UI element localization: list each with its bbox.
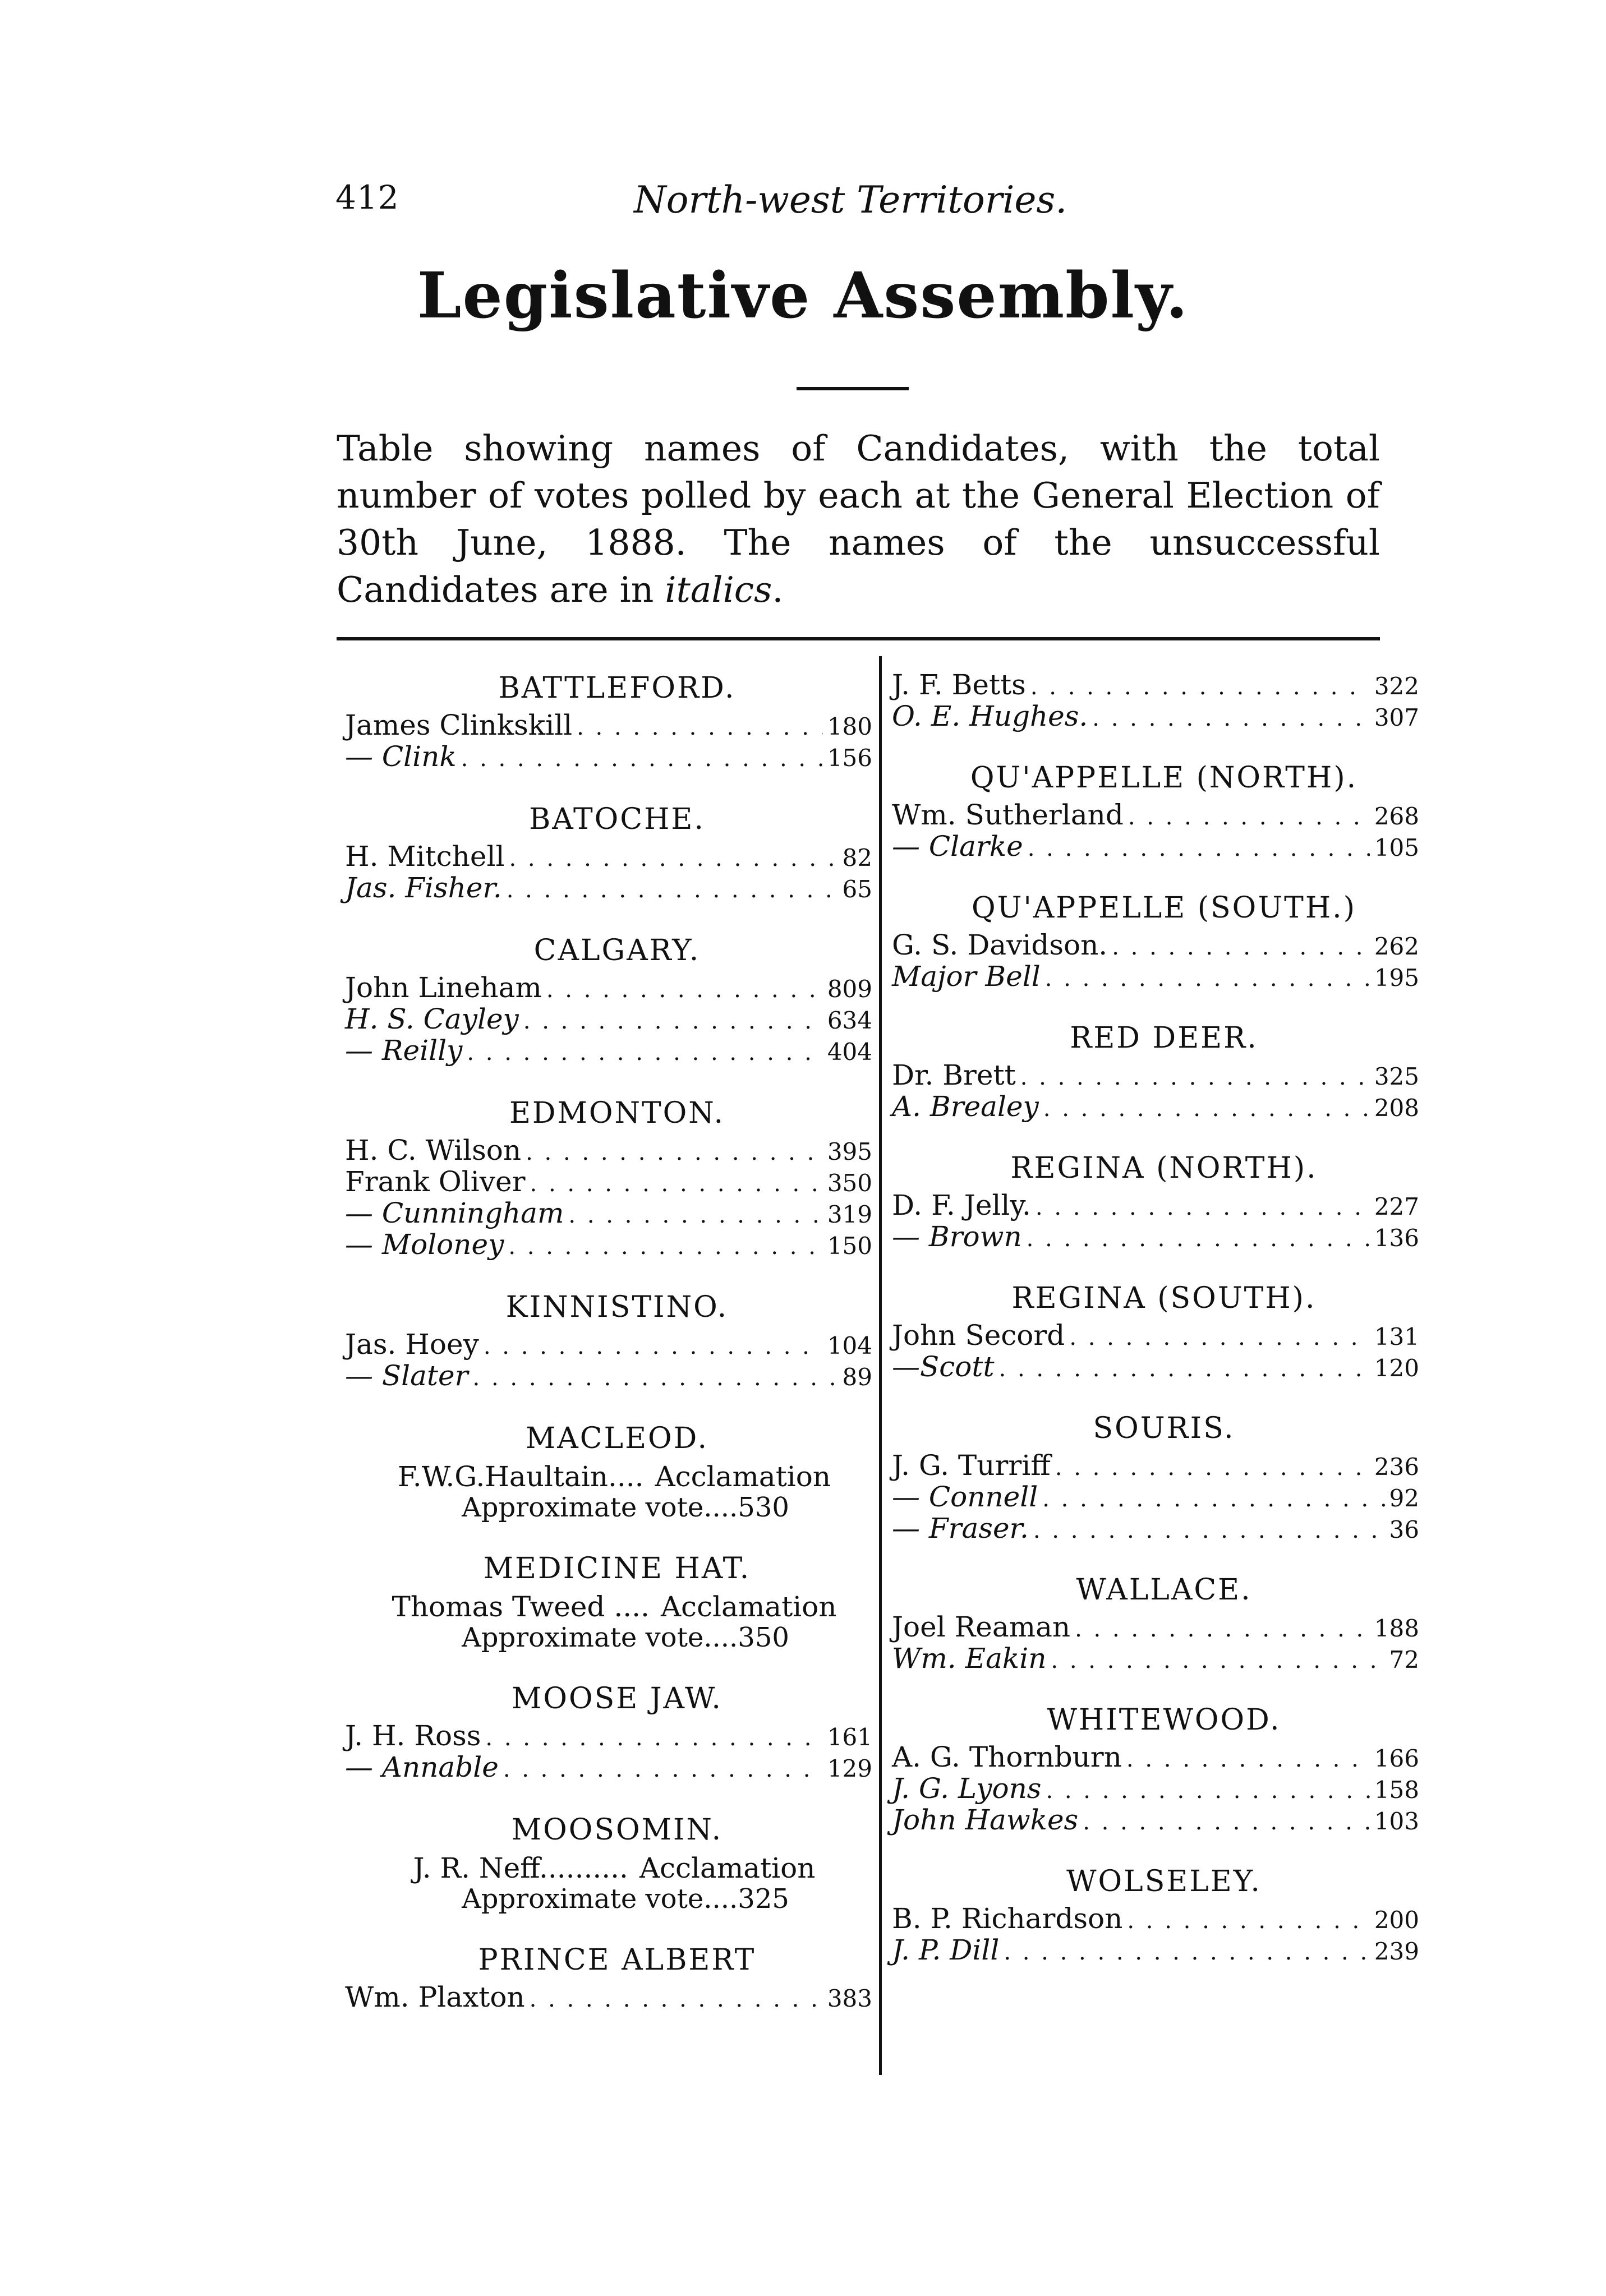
district-block: [892, 1572, 1419, 1675]
candidate-name: J. F. Betts: [892, 668, 1026, 701]
leader-dots: [999, 1354, 1370, 1384]
leader-dots: [485, 1723, 822, 1753]
candidate-row: [345, 1983, 872, 2014]
vote-count: 92: [1389, 1484, 1419, 1512]
leader-dots: [1028, 834, 1370, 863]
candidate-name: H. C. Wilson: [345, 1134, 522, 1167]
leader-dots: [1045, 964, 1370, 993]
leader-dots: [1083, 1808, 1370, 1837]
running-head: North-west Territories.: [634, 178, 1067, 222]
leader-dots: [526, 1138, 823, 1167]
candidate-name: A. G. Thornburn: [892, 1741, 1122, 1773]
district-name: SOURIS.: [1093, 1412, 1235, 1445]
district-block: [345, 1095, 872, 1261]
district-name: QU'APPELLE (SOUTH.): [971, 891, 1356, 925]
candidate-name: Wm. Plaxton: [345, 1981, 525, 2013]
leader-dots: [507, 875, 838, 905]
candidate-row: [345, 873, 872, 905]
candidate-row: [892, 1742, 1419, 1774]
candidate-name: Thomas Tweed ....: [392, 1590, 650, 1623]
approximate-vote: Approximate vote....350: [462, 1622, 789, 1653]
leader-dots: [508, 1232, 823, 1261]
candidate-name: James Clinkskill: [345, 709, 573, 741]
district-name: PRINCE ALBERT: [478, 1943, 756, 1977]
candidate-row: [345, 1721, 872, 1753]
candidate-name: F.W.G.Haultain....: [397, 1460, 644, 1493]
district-name: WALLACE.: [1076, 1573, 1252, 1607]
leader-dots: [1075, 1615, 1370, 1644]
district-block: [345, 1551, 872, 1653]
candidate-name: Jas. Fisher.: [345, 872, 502, 904]
district-name: KINNISTINO.: [505, 1290, 729, 1324]
leader-dots: [1036, 1193, 1370, 1222]
district-name: RED DEER.: [1070, 1021, 1258, 1055]
district-block: [345, 1421, 872, 1523]
candidate-name: Major Bell: [892, 960, 1041, 993]
table-top-rule: [337, 637, 1380, 640]
candidate-row: [892, 1904, 1419, 1935]
vote-count: 350: [827, 1169, 872, 1197]
district-block: [892, 1280, 1419, 1384]
leader-dots: [530, 1985, 823, 2014]
acclamation-label: Acclamation: [655, 1460, 831, 1493]
section-title: Legislative Assembly.: [417, 259, 1189, 333]
district-name: MOOSOMIN.: [511, 1813, 723, 1847]
candidate-name: — Moloney: [345, 1228, 504, 1261]
acclamation-label: Acclamation: [639, 1852, 816, 1884]
candidate-name: A. Brealey: [892, 1090, 1039, 1123]
district-block: [892, 1150, 1419, 1253]
district-block: [345, 801, 872, 905]
leader-dots: [530, 1169, 823, 1198]
district-name: BATTLEFORD.: [498, 671, 736, 705]
vote-count: 161: [827, 1723, 872, 1751]
vote-count: 103: [1374, 1808, 1419, 1835]
district-name: BATOCHE.: [529, 803, 705, 836]
district-name: REGINA (SOUTH).: [1011, 1281, 1317, 1315]
vote-count: 208: [1374, 1094, 1419, 1122]
vote-count: 634: [827, 1007, 872, 1034]
candidate-name: — Annable: [345, 1751, 499, 1783]
district-name: QU'APPELLE (NORTH).: [970, 761, 1358, 795]
candidate-name: — Reilly: [345, 1034, 463, 1067]
candidate-row: [892, 670, 1419, 702]
district-block: [892, 1410, 1419, 1545]
leader-dots: [523, 1007, 823, 1036]
acclamation-label: Acclamation: [660, 1590, 837, 1623]
vote-count: 72: [1389, 1646, 1419, 1673]
vote-count: 166: [1374, 1745, 1419, 1772]
vote-count: 404: [827, 1038, 872, 1066]
leader-dots: [1112, 933, 1370, 962]
intro-italic-word: italics: [665, 569, 772, 610]
column-divider: [879, 656, 882, 2075]
district-block: [892, 1702, 1419, 1837]
candidate-row: [892, 1805, 1419, 1837]
leader-dots: [467, 1038, 822, 1067]
leader-dots: [473, 1363, 838, 1393]
candidate-name: D. F. Jelly.: [892, 1189, 1031, 1221]
candidate-row: [892, 702, 1419, 733]
vote-count: 236: [1374, 1453, 1419, 1481]
candidate-name: — Connell: [892, 1481, 1038, 1513]
candidate-name: — Brown: [892, 1220, 1022, 1253]
district-block: [345, 1289, 872, 1393]
district-name: MACLEOD.: [525, 1422, 709, 1455]
candidate-row: [345, 1361, 872, 1393]
candidate-name: — Fraser.: [892, 1512, 1029, 1545]
candidate-row: [892, 1061, 1419, 1092]
acclamation-entry: [345, 1591, 872, 1653]
candidate-row: [892, 1514, 1419, 1545]
candidate-row: [345, 1004, 872, 1036]
candidate-name: J. P. Dill: [892, 1934, 1000, 1966]
candidate-row: [892, 1352, 1419, 1384]
leader-dots: [1092, 704, 1370, 733]
leader-dots: [1127, 1906, 1369, 1935]
district-block: [345, 670, 872, 773]
district-block: [345, 1681, 872, 1784]
leader-dots: [1051, 1646, 1384, 1675]
candidate-name: J. G. Lyons: [892, 1772, 1042, 1805]
candidate-name: H. S. Cayley: [345, 1003, 519, 1035]
candidate-name: Joel Reaman: [892, 1611, 1071, 1643]
leader-dots: [503, 1755, 823, 1784]
intro-end: .: [772, 569, 784, 610]
candidate-row: [892, 1482, 1419, 1514]
candidate-name: Jas. Hoey: [345, 1328, 479, 1361]
vote-count: 319: [827, 1201, 872, 1228]
district-name: CALGARY.: [533, 934, 701, 967]
vote-count: 262: [1374, 933, 1419, 960]
candidate-row: [892, 1774, 1419, 1805]
vote-count: 239: [1374, 1938, 1419, 1965]
vote-count: 105: [1374, 834, 1419, 861]
district-name: WOLSELEY.: [1066, 1865, 1262, 1898]
leader-dots: [546, 975, 823, 1004]
vote-count: 809: [827, 975, 872, 1003]
district-name: MEDICINE HAT.: [483, 1552, 751, 1585]
leader-dots: [509, 844, 837, 873]
candidate-row: [345, 1036, 872, 1067]
page-number: 412: [335, 178, 399, 216]
leader-dots: [1128, 803, 1370, 832]
district-name: EDMONTON.: [509, 1096, 725, 1130]
candidate-row: [345, 1230, 872, 1261]
acclamation-entry: [345, 1461, 872, 1523]
acclamation-line: [356, 1852, 872, 1884]
leader-dots: [568, 1201, 822, 1230]
candidate-row: [892, 962, 1419, 993]
leader-dots: [1020, 1063, 1370, 1092]
leader-dots: [1069, 1323, 1370, 1352]
intro-paragraph: [337, 425, 1380, 614]
leader-dots: [484, 1332, 823, 1361]
candidate-name: Frank Oliver: [345, 1165, 526, 1198]
candidate-row: [892, 832, 1419, 863]
vote-count: 180: [827, 713, 872, 740]
vote-count: 200: [1374, 1906, 1419, 1934]
candidate-name: Dr. Brett: [892, 1059, 1016, 1091]
vote-count: 131: [1374, 1323, 1419, 1350]
district-name: REGINA (NORTH).: [1010, 1151, 1318, 1185]
candidate-row: [345, 973, 872, 1004]
vote-count: 227: [1374, 1193, 1419, 1220]
leader-dots: [1033, 1516, 1385, 1545]
candidate-row: [345, 1136, 872, 1167]
leader-dots: [1030, 672, 1370, 702]
leader-dots: [1055, 1453, 1370, 1482]
vote-count: 36: [1389, 1516, 1419, 1543]
vote-count: 195: [1374, 964, 1419, 992]
candidate-name: B. P. Richardson: [892, 1902, 1123, 1935]
vote-count: 150: [827, 1232, 872, 1260]
leader-dots: [1126, 1745, 1370, 1774]
candidate-row: [345, 842, 872, 873]
district-block: [345, 1942, 872, 2014]
candidate-name: J. G. Turriff: [892, 1449, 1051, 1482]
district-name: MOOSE JAW.: [512, 1682, 723, 1716]
district-block: [892, 670, 1419, 733]
acclamation-line: [356, 1461, 872, 1492]
candidate-name: John Hawkes: [892, 1804, 1079, 1836]
acclamation-entry: [345, 1852, 872, 1914]
leader-dots: [577, 713, 823, 742]
candidate-name: John Lineham: [345, 971, 542, 1004]
vote-count: 307: [1374, 704, 1419, 731]
approximate-vote: Approximate vote....325: [462, 1883, 789, 1915]
candidate-name: Wm. Eakin: [892, 1642, 1047, 1675]
title-rule: [797, 387, 909, 390]
candidate-row: [892, 1191, 1419, 1222]
vote-count: 395: [827, 1138, 872, 1165]
candidate-row: [892, 1451, 1419, 1482]
candidate-name: Wm. Sutherland: [892, 799, 1124, 831]
candidate-name: J. H. Ross: [345, 1719, 481, 1752]
leader-dots: [1043, 1094, 1370, 1123]
candidate-row: [892, 1092, 1419, 1123]
approximate-vote: Approximate vote....530: [462, 1492, 789, 1523]
candidate-name: — Clarke: [892, 830, 1023, 863]
district-block: [892, 1864, 1419, 1967]
candidate-row: [345, 742, 872, 773]
leader-dots: [1027, 1224, 1370, 1253]
leader-dots: [1046, 1776, 1369, 1805]
vote-count: 82: [842, 844, 872, 872]
vote-count: 383: [827, 1985, 872, 2012]
candidate-name: — Clink: [345, 740, 457, 773]
candidate-name: J. R. Neff..........: [413, 1852, 628, 1884]
vote-count: 325: [1374, 1063, 1419, 1090]
vote-count: 65: [842, 875, 872, 903]
candidate-row: [892, 1935, 1419, 1967]
intro-text: Table showing names of Candidates, with the total number of votes polled by each at the General Election of 30th June, 1888. The names of the unsuccessful Candidates are in: [337, 428, 1380, 610]
candidate-name: —Scott: [892, 1350, 995, 1383]
vote-count: 156: [827, 744, 872, 772]
candidate-row: [345, 711, 872, 742]
acclamation-line: [356, 1591, 872, 1622]
vote-count: 129: [827, 1755, 872, 1782]
vote-count: 188: [1374, 1615, 1419, 1642]
candidate-row: [345, 1198, 872, 1230]
district-name: WHITEWOOD.: [1047, 1703, 1281, 1737]
vote-count: 89: [842, 1363, 872, 1391]
candidate-row: [892, 800, 1419, 832]
leader-dots: [1042, 1484, 1384, 1514]
district-block: [345, 933, 872, 1067]
vote-count: 120: [1374, 1354, 1419, 1382]
candidate-name: — Cunningham: [345, 1197, 564, 1229]
candidate-row: [892, 1612, 1419, 1644]
candidate-row: [892, 1222, 1419, 1253]
vote-count: 104: [827, 1332, 872, 1359]
candidate-name: H. Mitchell: [345, 840, 505, 873]
vote-count: 158: [1374, 1776, 1419, 1804]
vote-count: 136: [1374, 1224, 1419, 1252]
candidate-row: [892, 930, 1419, 962]
leader-dots: [1004, 1938, 1370, 1967]
candidate-row: [345, 1330, 872, 1361]
candidate-row: [345, 1167, 872, 1198]
left-column: [345, 670, 872, 2014]
vote-count: 322: [1374, 672, 1419, 700]
candidate-name: O. E. Hughes.: [892, 700, 1088, 732]
district-block: [892, 890, 1419, 993]
district-block: [892, 760, 1419, 863]
candidate-row: [892, 1321, 1419, 1352]
leader-dots: [461, 744, 823, 773]
candidate-row: [345, 1753, 872, 1784]
district-block: [345, 1812, 872, 1914]
district-block: [892, 1020, 1419, 1123]
candidate-name: John Secord: [892, 1319, 1065, 1352]
candidate-row: [892, 1644, 1419, 1675]
right-column: [892, 670, 1419, 1967]
vote-count: 268: [1374, 803, 1419, 830]
candidate-name: — Slater: [345, 1359, 468, 1392]
candidate-name: G. S. Davidson.: [892, 929, 1108, 961]
